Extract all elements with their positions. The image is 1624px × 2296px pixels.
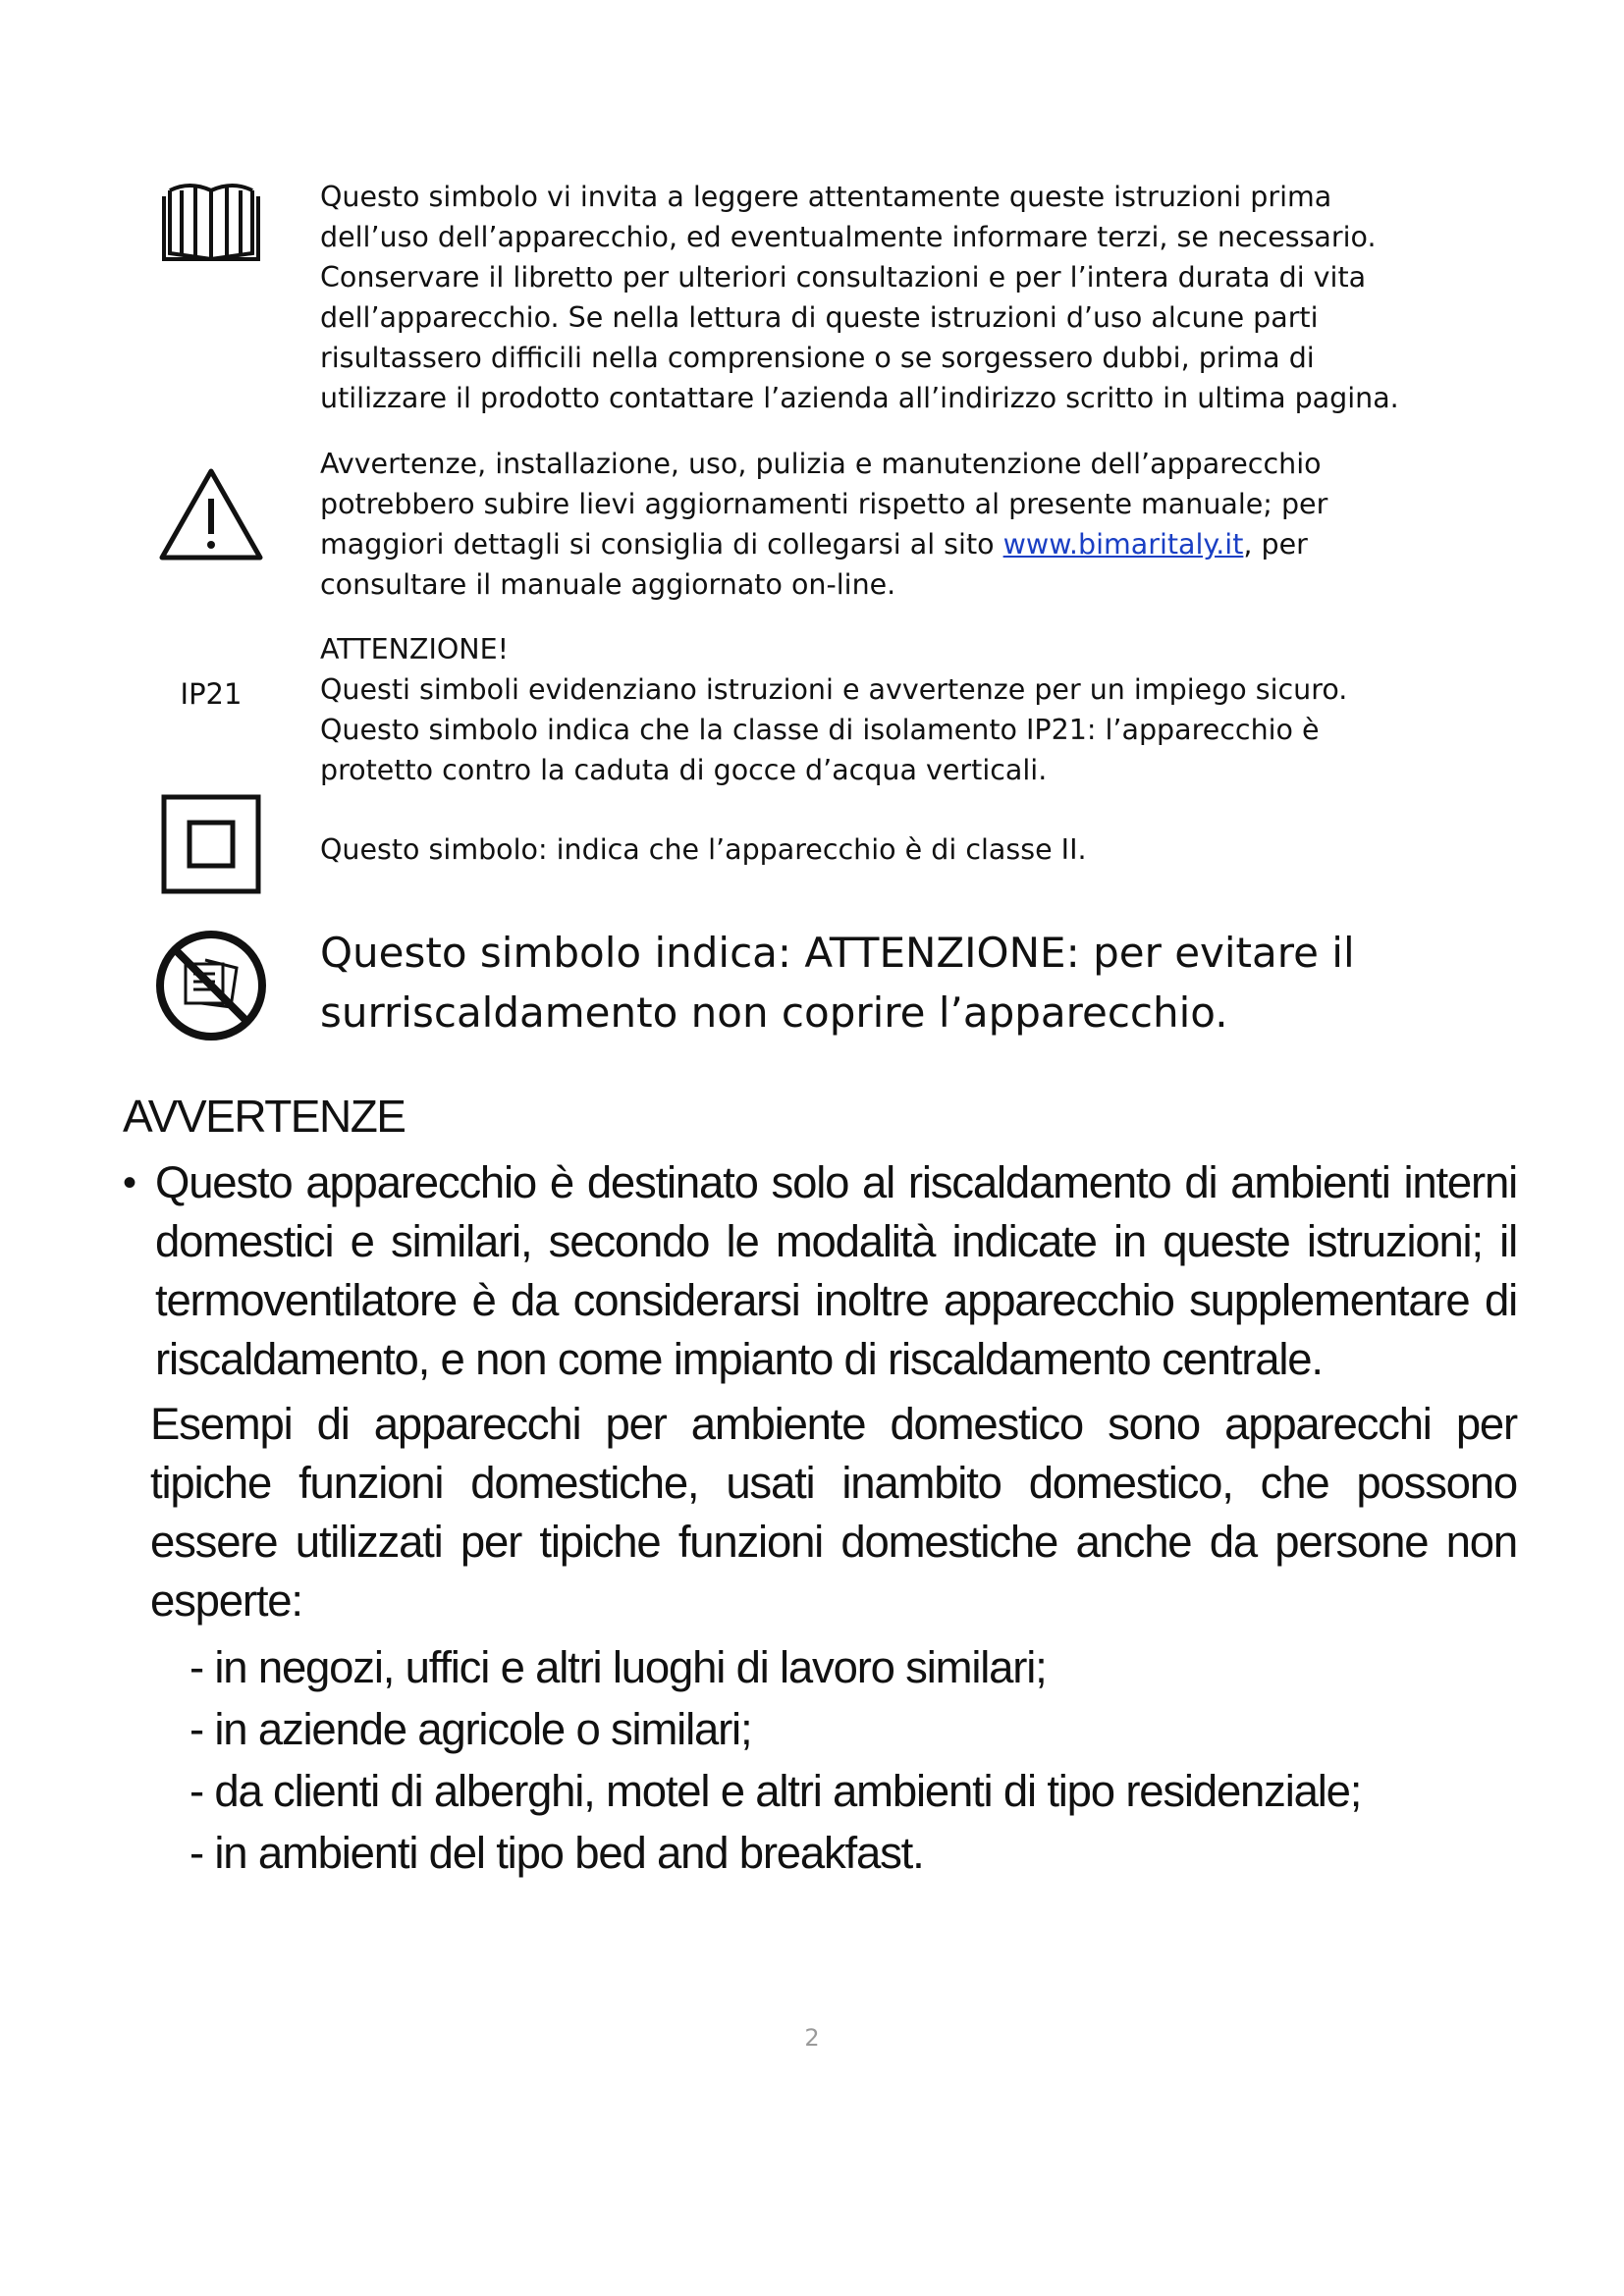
- list-item: - in ambienti del tipo bed and breakfast.: [189, 1828, 924, 1878]
- text-line: utilizzare il prodotto contattare l’azienda all’indirizzo scritto in ultima pagina.: [320, 382, 1399, 414]
- bullet-item: [123, 1153, 1517, 1389]
- text-fragment: maggiori dettagli si consiglia di collegarsi al sito: [320, 528, 995, 561]
- text-fragment: , per: [1243, 528, 1308, 561]
- text-line: [320, 524, 1498, 564]
- symbol-row-do-not-cover: [0, 923, 1624, 1050]
- symbol-description: [320, 923, 1498, 1042]
- text-line: dell’apparecchio. Se nella lettura di queste istruzioni d’uso alcune parti: [320, 301, 1319, 334]
- symbol-row-class-ii: [0, 793, 1624, 901]
- website-link[interactable]: www.bimaritaly.it: [1002, 528, 1244, 561]
- text-line: Avvertenze, installazione, uso, pulizia e manutenzione dell’apparecchio: [320, 448, 1322, 480]
- bullet-text: Questo apparecchio è destinato solo al riscaldamento di ambienti interni domestici e similari, secondo le modalità indicate in queste istruzioni; il termoventilatore è da considerarsi inoltre apparecchio supplementare di riscaldamento, e non come impianto di riscaldamento centrale.: [155, 1157, 1517, 1384]
- text-line: protetto contro la caduta di gocce d’acqua verticali.: [320, 754, 1048, 786]
- text-line: Questi simboli evidenziano istruzioni e avvertenze per un impiego sicuro.: [320, 673, 1348, 706]
- symbol-description: [320, 829, 1498, 870]
- usage-list: [123, 1636, 1517, 1884]
- list-item: - in negozi, uffici e altri luoghi di lavoro similari;: [189, 1642, 1047, 1692]
- text-line: consultare il manuale aggiornato on-line.: [320, 568, 896, 601]
- symbol-row-updates: [0, 444, 1624, 611]
- bullet-icon: •: [123, 1161, 135, 1204]
- warnings-body: [123, 1153, 1517, 1884]
- text-line: Questo simbolo vi invita a leggere attentamente queste istruzioni prima: [320, 181, 1332, 213]
- text-line: potrebbero subire lievi aggiornamenti rispetto al presente manuale; per: [320, 488, 1328, 520]
- text-line: ATTENZIONE!: [320, 633, 510, 666]
- symbol-row-read-instructions: [0, 177, 1624, 422]
- symbol-description: [320, 629, 1498, 790]
- page-number: 2: [804, 2024, 820, 2052]
- book-icon: [152, 177, 270, 265]
- ip21-label: IP21: [180, 677, 243, 711]
- symbol-description: [320, 444, 1498, 605]
- double-square-icon: [152, 793, 270, 895]
- warning-triangle-icon: [152, 465, 270, 563]
- text-line: Conservare il libretto per ulteriori consultazioni e per l’intera durata di vita: [320, 261, 1367, 294]
- section-title-avvertenze: AVVERTENZE: [123, 1091, 406, 1142]
- text-line: surriscaldamento non coprire l’apparecchio.: [320, 988, 1228, 1037]
- symbol-description: [320, 177, 1498, 418]
- text-line: Questo simbolo indica: ATTENZIONE: per evitare il: [320, 929, 1355, 977]
- text-line: Questo simbolo: indica che l’apparecchio è di classe II.: [320, 833, 1087, 866]
- text-line: dell’uso dell’apparecchio, ed eventualmente informare terzi, se necessario.: [320, 221, 1377, 253]
- list-item: - da clienti di alberghi, motel e altri ambienti di tipo residenziale;: [189, 1766, 1362, 1816]
- paragraph-examples: Esempi di apparecchi per ambiente domestico sono apparecchi per tipiche funzioni domestiche, usati inambito domestico, che possono essere utilizzati per tipiche funzioni domestiche anche da persone non esperte:: [150, 1399, 1517, 1626]
- text-line: risultassero difficili nella comprensione o se sorgessero dubbi, prima di: [320, 342, 1315, 374]
- text-line: Questo simbolo indica che la classe di isolamento IP21: l’apparecchio è: [320, 714, 1320, 746]
- list-item: - in aziende agricole o similari;: [189, 1704, 752, 1754]
- do-not-cover-icon: [152, 929, 270, 1042]
- symbol-row-ip21: [0, 629, 1624, 796]
- ip21-symbol: [152, 674, 270, 714]
